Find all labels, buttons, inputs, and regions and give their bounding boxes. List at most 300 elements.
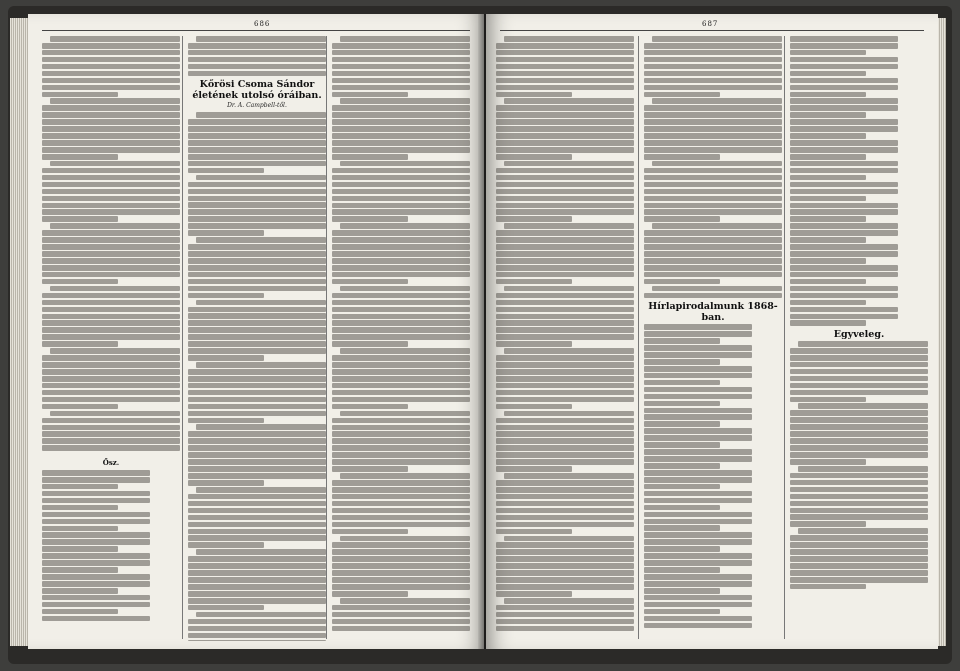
text-line	[496, 119, 634, 125]
text-line	[42, 498, 150, 504]
text-line	[644, 140, 782, 146]
text-line	[790, 445, 928, 451]
text-line	[652, 36, 782, 42]
text-line	[50, 98, 180, 104]
text-line	[496, 501, 634, 507]
text-line	[332, 168, 470, 174]
text-line	[42, 320, 180, 326]
text-line	[42, 64, 180, 70]
text-line	[496, 404, 572, 410]
text-line	[790, 410, 928, 416]
column-rule	[638, 36, 639, 639]
text-line	[496, 203, 634, 209]
text-line	[42, 616, 150, 622]
text-line	[496, 320, 634, 326]
text-line	[42, 546, 118, 552]
text-line	[644, 359, 720, 365]
text-line	[798, 341, 928, 347]
text-line	[332, 570, 470, 576]
text-line	[496, 133, 634, 139]
text-line	[42, 390, 180, 396]
text-line	[332, 425, 470, 431]
text-line	[332, 237, 470, 243]
text-line	[790, 258, 866, 264]
text-line	[790, 348, 928, 354]
text-line	[644, 265, 782, 271]
text-line	[42, 477, 150, 483]
text-line	[332, 182, 470, 188]
text-line	[332, 105, 470, 111]
text-line	[790, 209, 898, 215]
text-line	[496, 487, 634, 493]
text-line	[188, 126, 326, 132]
text-line	[790, 390, 928, 396]
text-line	[790, 265, 898, 271]
text-line	[790, 57, 898, 63]
text-line	[496, 466, 572, 472]
text-line	[188, 390, 326, 396]
text-line	[332, 591, 408, 597]
text-line	[496, 508, 634, 514]
text-line	[42, 383, 180, 389]
text-line	[496, 64, 634, 70]
text-line	[332, 43, 470, 49]
text-line	[332, 133, 470, 139]
text-line	[496, 584, 634, 590]
text-line	[644, 196, 782, 202]
text-line	[496, 182, 634, 188]
text-line	[42, 244, 180, 250]
text-line	[496, 189, 634, 195]
text-line	[50, 161, 180, 167]
text-line	[644, 209, 782, 215]
text-line	[644, 588, 720, 594]
text-line	[332, 383, 470, 389]
text-line	[42, 553, 150, 559]
text-line	[332, 577, 470, 583]
text-line	[188, 279, 326, 285]
text-line	[188, 71, 326, 77]
text-column-2	[644, 36, 782, 641]
text-line	[644, 581, 752, 587]
text-line	[496, 78, 634, 84]
text-line	[188, 168, 264, 174]
text-line	[42, 425, 180, 431]
text-line	[644, 498, 752, 504]
text-line	[496, 265, 634, 271]
text-line	[644, 421, 720, 427]
text-line	[790, 570, 928, 576]
text-line	[496, 549, 634, 555]
text-line	[188, 140, 326, 146]
text-line	[496, 85, 634, 91]
text-line	[42, 133, 180, 139]
text-line	[496, 494, 634, 500]
text-line	[42, 43, 180, 49]
text-line	[644, 154, 720, 160]
text-line	[332, 459, 470, 465]
text-line	[504, 598, 634, 604]
text-line	[332, 390, 470, 396]
text-line	[790, 36, 898, 42]
text-line	[790, 514, 928, 520]
text-line	[790, 535, 928, 541]
text-line	[790, 50, 866, 56]
text-line	[42, 431, 180, 437]
text-line	[644, 519, 752, 525]
text-line	[496, 43, 634, 49]
text-line	[644, 324, 752, 330]
text-line	[644, 428, 752, 434]
text-line	[332, 320, 470, 326]
text-line	[332, 431, 470, 437]
text-line	[188, 230, 264, 236]
text-line	[332, 501, 470, 507]
text-line	[790, 279, 866, 285]
text-line	[644, 189, 782, 195]
text-line	[42, 78, 180, 84]
text-line	[188, 508, 326, 514]
text-line	[644, 216, 720, 222]
text-line	[644, 546, 720, 552]
text-line	[332, 612, 470, 618]
text-line	[496, 279, 572, 285]
page-number-right: 687	[702, 20, 719, 28]
text-line	[790, 112, 866, 118]
text-line	[644, 71, 782, 77]
text-line	[332, 71, 470, 77]
text-line	[790, 300, 866, 306]
text-line	[790, 542, 928, 548]
text-line	[644, 456, 752, 462]
text-line	[790, 487, 928, 493]
text-line	[42, 154, 118, 160]
text-line	[644, 182, 782, 188]
text-line	[504, 473, 634, 479]
text-line	[644, 43, 782, 49]
text-line	[790, 105, 898, 111]
text-line	[340, 536, 470, 542]
text-line	[188, 161, 326, 167]
text-line	[644, 567, 720, 573]
text-line	[790, 362, 928, 368]
text-line	[496, 196, 634, 202]
text-line	[332, 175, 470, 181]
text-line	[644, 505, 720, 511]
text-line	[42, 609, 118, 615]
text-line	[504, 36, 634, 42]
text-line	[496, 168, 634, 174]
text-line	[42, 307, 180, 313]
text-line	[196, 612, 326, 618]
text-line	[790, 307, 898, 313]
text-line	[790, 237, 866, 243]
text-line	[42, 418, 180, 424]
text-line	[790, 293, 898, 299]
text-line	[332, 203, 470, 209]
text-line	[42, 182, 180, 188]
text-line	[332, 494, 470, 500]
text-line	[332, 272, 470, 278]
text-line	[644, 105, 782, 111]
text-line	[188, 494, 326, 500]
text-line	[188, 272, 326, 278]
text-line	[644, 602, 752, 608]
text-line	[188, 258, 326, 264]
text-line	[496, 209, 634, 215]
text-line	[196, 112, 326, 118]
text-line	[340, 161, 470, 167]
text-line	[504, 98, 634, 104]
text-line	[42, 484, 118, 490]
text-line	[42, 334, 180, 340]
text-line	[196, 424, 326, 430]
text-line	[644, 147, 782, 153]
column-rule	[784, 36, 785, 639]
text-line	[790, 154, 866, 160]
text-line	[42, 300, 180, 306]
text-line	[644, 539, 752, 545]
text-line	[42, 189, 180, 195]
text-line	[496, 237, 634, 243]
text-line	[196, 175, 326, 181]
text-line	[188, 147, 326, 153]
text-line	[790, 556, 928, 562]
text-line	[188, 459, 326, 465]
text-line	[332, 334, 470, 340]
text-line	[496, 556, 634, 562]
text-line	[188, 542, 264, 548]
text-line	[42, 327, 180, 333]
text-line	[644, 352, 752, 358]
left-page-edges	[10, 18, 28, 646]
text-line	[42, 602, 150, 608]
text-line	[644, 401, 720, 407]
text-line	[790, 563, 928, 569]
text-line	[188, 445, 326, 451]
text-line	[42, 230, 180, 236]
text-line	[340, 98, 470, 104]
text-line	[644, 331, 752, 337]
text-line	[42, 216, 118, 222]
text-line	[42, 175, 180, 181]
text-line	[42, 581, 150, 587]
text-line	[42, 355, 180, 361]
text-line	[332, 480, 470, 486]
text-line	[496, 522, 634, 528]
text-line	[790, 431, 928, 437]
column-rule	[182, 36, 183, 639]
text-line	[188, 216, 326, 222]
text-line	[790, 577, 928, 583]
text-line	[790, 286, 898, 292]
text-line	[652, 161, 782, 167]
text-line	[644, 64, 782, 70]
text-line	[496, 390, 634, 396]
text-line	[496, 175, 634, 181]
text-column-3	[790, 36, 928, 641]
text-line	[188, 313, 326, 319]
text-line	[790, 452, 928, 458]
text-line	[332, 251, 470, 257]
text-line	[196, 36, 326, 42]
page-number-left: 686	[254, 20, 271, 28]
text-line	[340, 286, 470, 292]
header-rule	[500, 30, 924, 31]
text-line	[188, 383, 326, 389]
text-line	[644, 272, 782, 278]
text-line	[496, 258, 634, 264]
text-line	[644, 532, 752, 538]
text-line	[790, 473, 928, 479]
text-line	[790, 119, 898, 125]
text-line	[42, 588, 118, 594]
text-line	[644, 560, 752, 566]
text-line	[790, 196, 866, 202]
text-line	[644, 525, 720, 531]
text-line	[496, 626, 634, 632]
text-line	[644, 126, 782, 132]
text-line	[188, 369, 326, 375]
text-line	[42, 71, 180, 77]
text-line	[644, 387, 752, 393]
text-line	[790, 584, 866, 590]
text-line	[42, 362, 180, 368]
text-line	[42, 512, 150, 518]
text-line	[496, 515, 634, 521]
text-line	[644, 484, 720, 490]
text-line	[188, 598, 326, 604]
poem-title: Ősz.	[102, 458, 120, 467]
text-line	[42, 532, 150, 538]
text-line	[42, 505, 118, 511]
text-line	[188, 202, 326, 208]
text-line	[42, 574, 150, 580]
text-line	[188, 626, 326, 632]
text-line	[188, 466, 326, 472]
text-line	[790, 549, 928, 555]
text-line	[188, 57, 326, 63]
text-line	[790, 376, 928, 382]
text-line	[496, 480, 634, 486]
article-title: Kőrösi Csoma Sándor életének utolsó óráiban.	[192, 79, 322, 102]
text-line	[496, 230, 634, 236]
text-line	[42, 105, 180, 111]
text-line	[188, 411, 326, 417]
text-line	[332, 85, 470, 91]
text-line	[496, 612, 634, 618]
text-line	[790, 438, 928, 444]
text-line	[790, 147, 898, 153]
text-line	[42, 595, 150, 601]
text-line	[644, 203, 782, 209]
text-line	[790, 494, 928, 500]
text-line	[332, 119, 470, 125]
text-line	[496, 147, 634, 153]
text-line	[644, 293, 782, 299]
text-line	[496, 431, 634, 437]
text-line	[332, 265, 470, 271]
text-line	[42, 369, 180, 375]
text-line	[332, 57, 470, 63]
text-line	[332, 341, 408, 347]
text-line	[42, 265, 180, 271]
text-line	[790, 182, 898, 188]
text-line	[42, 168, 180, 174]
header-rule	[42, 30, 470, 31]
text-line	[42, 112, 180, 118]
text-line	[332, 314, 470, 320]
text-line	[496, 105, 634, 111]
text-line	[42, 397, 180, 403]
text-line	[188, 605, 264, 611]
text-line	[790, 98, 898, 104]
text-line	[42, 376, 180, 382]
text-line	[790, 320, 866, 326]
text-line	[790, 71, 866, 77]
text-line	[332, 619, 470, 625]
text-line	[644, 133, 782, 139]
text-line	[42, 404, 118, 410]
text-line	[644, 345, 752, 351]
text-line	[42, 438, 180, 444]
text-line	[196, 237, 326, 243]
text-line	[42, 196, 180, 202]
text-line	[496, 57, 634, 63]
text-line	[188, 535, 326, 541]
text-line	[644, 57, 782, 63]
text-line	[332, 487, 470, 493]
column-rule	[326, 36, 327, 639]
text-line	[42, 203, 180, 209]
text-line	[790, 355, 928, 361]
text-column-2	[188, 36, 326, 641]
text-line	[496, 438, 634, 444]
text-line	[644, 394, 752, 400]
text-line	[188, 50, 326, 56]
text-line	[790, 223, 898, 229]
text-line	[644, 92, 720, 98]
text-line	[644, 230, 782, 236]
text-line	[644, 574, 752, 580]
text-line	[196, 300, 326, 306]
text-line	[340, 36, 470, 42]
text-line	[790, 501, 928, 507]
text-line	[644, 168, 782, 174]
text-line	[188, 633, 326, 639]
text-line	[42, 526, 118, 532]
text-line	[188, 570, 326, 576]
text-line	[496, 327, 634, 333]
text-line	[332, 515, 470, 521]
left-page	[28, 14, 484, 649]
text-line	[42, 279, 118, 285]
text-line	[332, 404, 408, 410]
text-line	[188, 522, 326, 528]
text-line	[496, 459, 634, 465]
text-line	[42, 92, 118, 98]
text-line	[42, 209, 180, 215]
text-line	[790, 85, 898, 91]
text-line	[496, 307, 634, 313]
text-line	[644, 553, 752, 559]
text-line	[652, 286, 782, 292]
text-line	[188, 320, 326, 326]
text-line	[790, 508, 928, 514]
text-line	[790, 521, 866, 527]
text-line	[644, 366, 752, 372]
text-line	[496, 92, 572, 98]
